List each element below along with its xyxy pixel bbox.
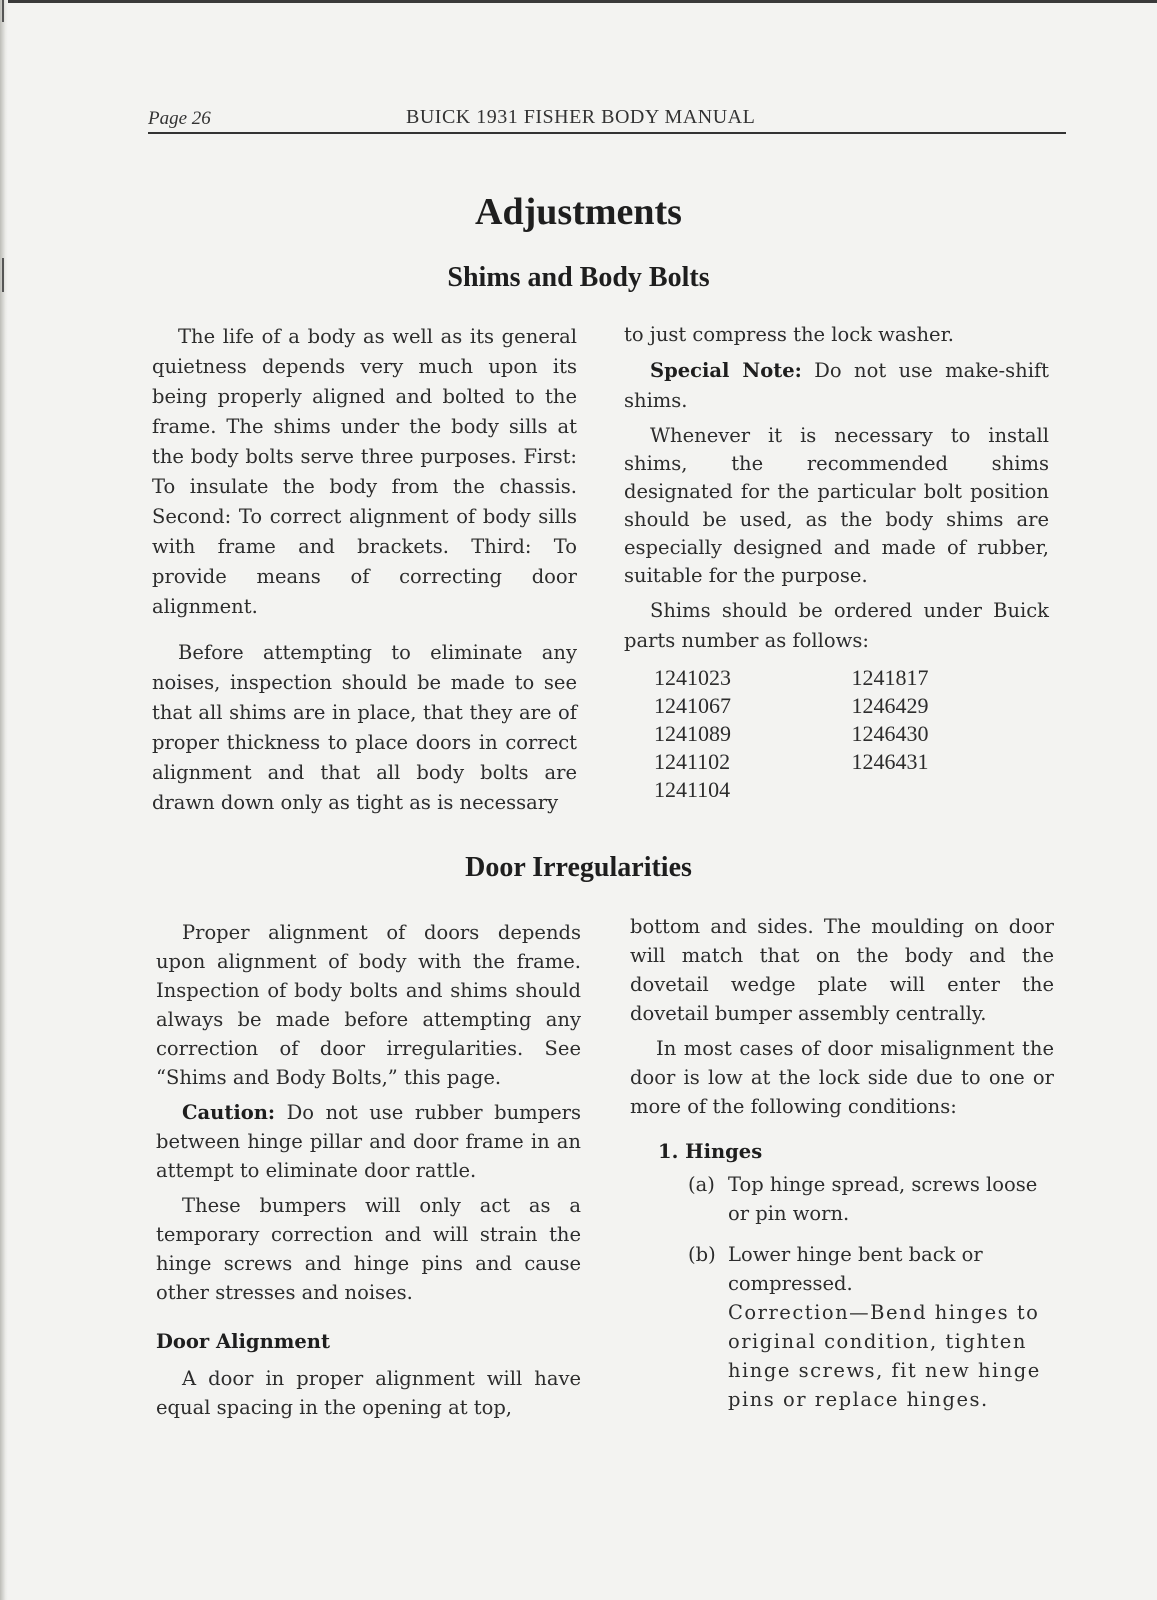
- part-number: 1241089: [654, 721, 731, 746]
- part-number: 1241102: [654, 749, 731, 774]
- section-heading-shims: Shims and Body Bolts: [447, 262, 710, 293]
- paragraph: A door in proper alignment will have equal spacing in the opening at top,: [156, 1367, 581, 1419]
- list-item: [688, 1240, 1054, 1414]
- door-right-column: [630, 912, 1054, 1426]
- special-note-text: Do not use make-shift shims.: [624, 359, 1050, 412]
- part-number: 1246431: [851, 749, 929, 774]
- caution-text: Do not use rubber bumpers between hinge pillar and door frame in an attempt to eliminate door rattle.: [156, 1101, 581, 1182]
- paragraph: Before attempting to eliminate any noises, inspection should be made to see that all shims are in place, that they are of proper thickness to place doors in correct alignment and that all body bolts are drawn down only as tight as is necessary: [152, 641, 577, 814]
- manual-title: BUICK 1931 FISHER BODY MANUAL: [406, 106, 756, 128]
- paragraph: Whenever it is necessary to install shims, the recommended shims designated for the particular bolt position should be used, as the body shims are especially designed and made of rubber, suitable for the purpose.: [624, 424, 1049, 587]
- paragraph: In most cases of door misalignment the door is low at the lock side due to one or more of the following conditions:: [630, 1037, 1054, 1118]
- list-item-text: Top hinge spread, screws loose or pin worn.: [728, 1173, 1038, 1225]
- special-note: [624, 356, 1049, 416]
- part-number: 1241817: [851, 665, 929, 690]
- door-left-column: [156, 918, 581, 1438]
- parts-column-1: [654, 664, 852, 804]
- paragraph-continued: bottom and sides. The moulding on door will match that on the body and the dovetail wedge plate will enter the dovetail bumper assembly centrally.: [630, 915, 1054, 1025]
- special-note-label: Special Note:: [650, 359, 802, 382]
- paragraph: Proper alignment of doors depends upon alignment of body with the frame. Inspection of body bolts and shims should always be made before attempting any correction of door irregularities. See “Shims and Body Bolts,” this page.: [156, 921, 581, 1089]
- page-title: Adjustments: [475, 191, 682, 233]
- subheading-door-alignment: Door Alignment: [156, 1330, 330, 1353]
- part-number: 1241023: [654, 665, 731, 690]
- paragraph: Shims should be ordered under Buick parts number as follows:: [624, 599, 1049, 652]
- parts-number-list: [654, 664, 1049, 804]
- list-item-body: Lower hinge bent back or compressed.: [728, 1243, 983, 1295]
- subheading-hinges: 1. Hinges: [658, 1140, 763, 1163]
- parts-column-2: [852, 664, 1050, 804]
- shims-right-column: [624, 320, 1049, 804]
- running-header: [148, 106, 1066, 134]
- caution-label: Caution:: [182, 1101, 276, 1124]
- correction-note: Correction—Bend hinges to original condition, tighten hinge screws, fit new hinge pins or replace hinges.: [728, 1301, 1041, 1411]
- list-item-text: [728, 1240, 1054, 1414]
- shims-left-column: [152, 322, 577, 834]
- list-item-label: (a): [688, 1173, 715, 1196]
- part-number: 1246429: [851, 693, 929, 718]
- list-item-label: (b): [688, 1243, 716, 1266]
- part-number: 1241067: [654, 693, 731, 718]
- part-number: 1241104: [654, 777, 731, 802]
- paragraph-continued: to just compress the lock washer.: [624, 323, 954, 346]
- caution-note: [156, 1098, 581, 1185]
- paragraph: The life of a body as well as its general quietness depends very much upon its being properly aligned and bolted to the frame. The shims under the body sills at the body bolts serve three purposes. First: To insulate the body from the chassis. Second: To correct alignment of body sills with frame and brackets. Third: To provide means of correcting door alignment.: [152, 325, 577, 618]
- list-item: [688, 1170, 1054, 1228]
- paragraph: These bumpers will only act as a temporary correction and will strain the hinge screws and hinge pins and cause other stresses and noises.: [156, 1194, 581, 1304]
- part-number: 1246430: [851, 721, 929, 746]
- section-heading-door: Door Irregularities: [465, 852, 692, 883]
- page-number: Page 26: [148, 108, 211, 129]
